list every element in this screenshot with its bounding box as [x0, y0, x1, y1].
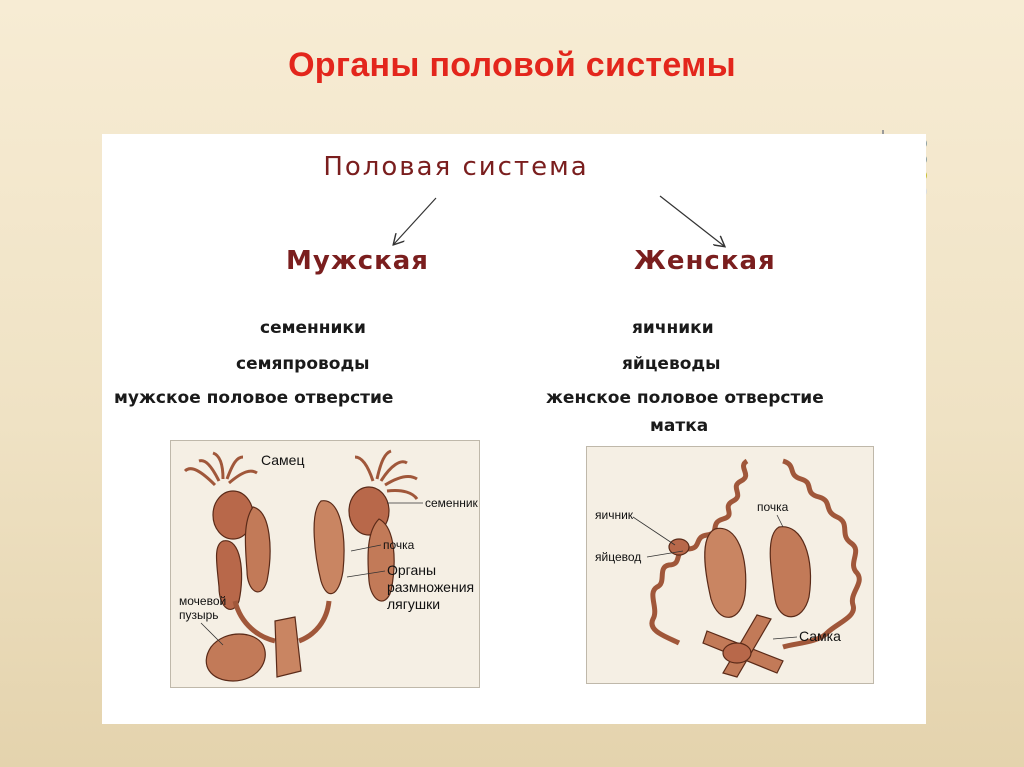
female-organ-item: яичники — [632, 318, 714, 338]
label-kidney-male: почка — [383, 538, 415, 552]
content-panel — [102, 134, 926, 724]
label-testis: семенник — [425, 496, 478, 510]
label-oviduct: яйцевод — [595, 550, 642, 564]
label-kidney-female: почка — [757, 500, 789, 514]
female-organ-item: яйцеводы — [622, 354, 721, 374]
female-organ-item: женское половое отверстие — [546, 388, 824, 408]
female-frog-illustration — [586, 446, 874, 684]
female-figure-caption: Самка — [799, 628, 841, 644]
male-organ-item: мужское половое отверстие — [114, 388, 394, 408]
slide-title: Органы половой системы — [288, 46, 736, 84]
male-organs-drawing — [171, 441, 479, 687]
arrow-to-male — [394, 198, 436, 244]
label-organs-line1: Органы — [387, 562, 437, 578]
label-organs-line2: размножения — [387, 579, 475, 595]
female-branch-title: Женская — [634, 246, 776, 276]
male-organ-item: семенники — [260, 318, 366, 338]
label-organs-line3: лягушки — [387, 596, 441, 612]
female-organs-drawing — [587, 447, 873, 683]
male-figure-caption: Самец — [261, 452, 305, 468]
male-frog-illustration — [170, 440, 480, 688]
label-bladder-line2: пузырь — [179, 608, 219, 622]
female-organ-item: матка — [650, 416, 709, 436]
arrow-to-female — [660, 196, 724, 246]
male-branch-title: Мужская — [286, 246, 429, 276]
label-bladder-line1: мочевой — [179, 594, 227, 608]
scheme-title: Половая система — [323, 152, 589, 182]
label-ovary: яичник — [595, 508, 634, 522]
male-organ-item: семяпроводы — [236, 354, 370, 374]
